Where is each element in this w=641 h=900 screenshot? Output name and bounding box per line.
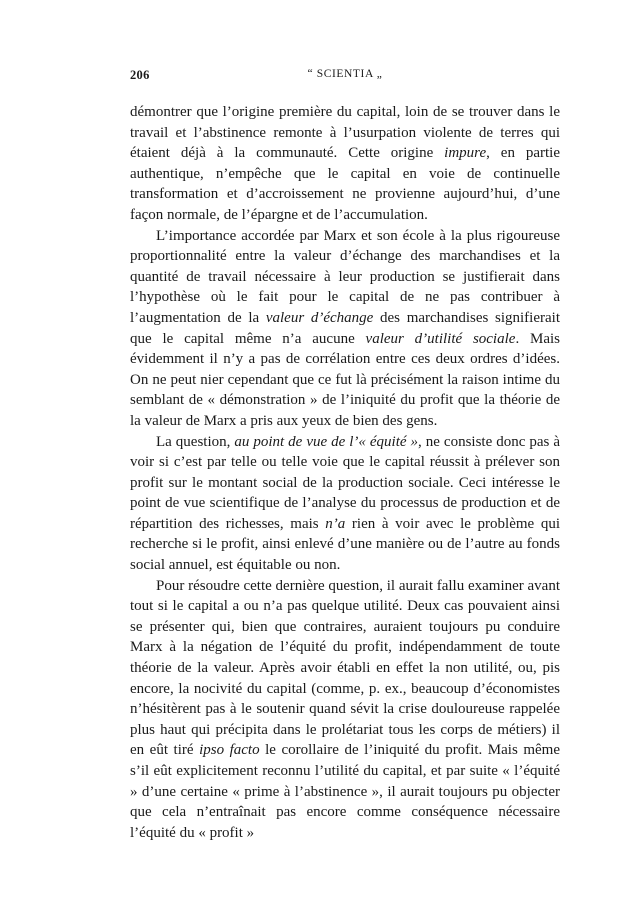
- text-run: L’importance accordée par Marx et son école à la plus rigoureuse proportionnalité entre la valeur d’échange des marchandises et la quantité de travail nécessaire à leur production se justifierait dans l’hypothèse où le fait pour le capital de ne pas contribuer à l’augmentation de la: [130, 227, 560, 326]
- text-run: , ne consiste donc pas à voir si c’est par telle ou telle voie que le capital réussit à prélever son profit sur le montant social de la production sociale. Ceci intéresse le point de vue scientifique de l’analyse du processus de production et de répartition des richesses, mais: [130, 433, 561, 532]
- text-run: le corollaire de l’iniquité du profit. Mais même s’il eût explicitement reconnu l’utilité du capital, et par suite « l’équité » d’une certaine « prime à l’abstinence », il aurait toujours pu objecter que cela n’entraînait pas encore comme conséquence nécessaire l’équité du « profit »: [130, 742, 560, 841]
- paragraph: [130, 432, 560, 576]
- paragraph: [130, 226, 560, 432]
- text-run: rien à voir avec le problème qui recherche si le profit, ainsi enlevé d’une manière ou de l’autre au fonds social annuel, est équitable ou non.: [130, 515, 560, 574]
- italic-text-run: au point de vue de l’« équité »: [234, 433, 419, 450]
- page-number: 206: [130, 68, 150, 82]
- book-page: [130, 68, 560, 843]
- text-run: . Mais évidemment il n’y a pas de corrélation entre ces deux ordres d’idées. On ne peut nier cependant que ce fut là précisément la raison intime du semblant de « démonstration » de l’iniquité du profit que la théorie de la valeur de Marx a pris aux yeux de bien des gens.: [130, 330, 560, 429]
- page-header: [130, 68, 560, 88]
- italic-text-run: n’a: [325, 515, 346, 532]
- paragraph: [130, 102, 560, 226]
- text-run: La question,: [156, 433, 235, 450]
- text-run: Pour résoudre cette dernière question, il aurait fallu examiner avant tout si le capital a ou n’a pas quelque utilité. Deux cas pouvaient ainsi se présenter qui, bien que contraires, auraient toujours pu conduire Marx à la négation de l’équité du profit, indépendamment de toute théorie de la valeur. Après avoir établi en effet la non utilité, ou, pis encore, la nocivité du capital (comme, p. ex., beaucoup d’économistes n’hésitèrent pas à le soutenir quand sévit la crise douloureuse rappelée plus haut qui précipita dans le prolétariat tous les corps de métiers) il en eût tiré: [130, 577, 561, 759]
- italic-text-run: ipso facto: [199, 742, 260, 759]
- italic-text-run: valeur d’utilité sociale: [365, 330, 516, 347]
- italic-text-run: valeur d’échange: [265, 309, 374, 326]
- body-text: [130, 102, 560, 843]
- text-run: démontrer que l’origine première du capital, loin de se trouver dans le travail et l’abstinence remonte à l’usurpation violente de terres qui étaient déjà à la communauté. Cette origine: [130, 104, 560, 162]
- text-run: des marchandises signifierait que le capital même n’a aucune: [130, 309, 560, 347]
- running-title: “ SCIENTIA „: [307, 68, 383, 80]
- paragraph: [130, 576, 560, 844]
- italic-text-run: impure: [444, 145, 487, 162]
- text-run: , en partie authentique, n’empêche que le capital en voie de continuelle transformation et d’accroissement ne provienne aujourd’hui, d’une façon normale, de l’épargne et de l’accumulation.: [130, 145, 560, 223]
